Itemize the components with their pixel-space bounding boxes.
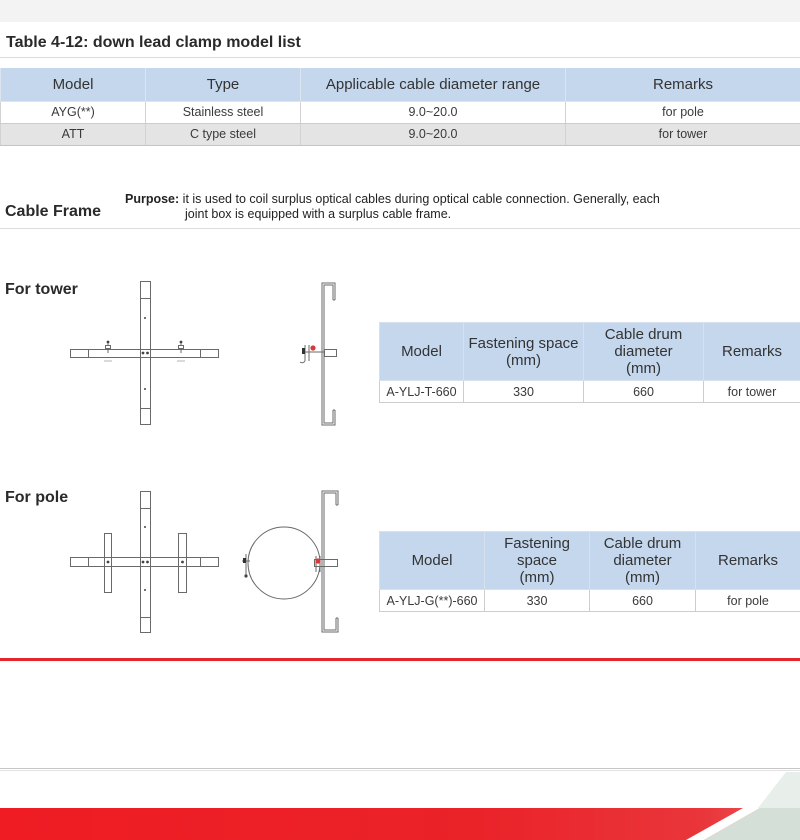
- clamp-bolt-marker: [310, 345, 315, 350]
- pole-frame-front-view: [60, 486, 230, 638]
- table-header-cell: Model: [380, 323, 464, 381]
- table-cell: AYG(**): [1, 101, 146, 123]
- table-row: [1, 123, 800, 145]
- for-tower-title: For tower: [5, 281, 78, 298]
- for-pole-title: For pole: [5, 489, 69, 506]
- purpose-text: it is used to coil surplus optical cables during optical cable connection. Generally, each: [182, 192, 660, 206]
- table-cell: A-YLJ-T-660: [380, 381, 464, 403]
- cable-frame-title: Cable Frame: [5, 203, 102, 220]
- table-cell: for pole: [566, 101, 800, 123]
- pole-frame-table: [379, 531, 800, 612]
- purpose-label: Purpose:: [125, 192, 180, 206]
- table-cell: 9.0~20.0: [301, 123, 566, 145]
- table-cell: 9.0~20.0: [301, 101, 566, 123]
- table-row: [380, 590, 800, 612]
- tower-frame-side-view: [296, 278, 346, 430]
- table-row: [1, 101, 800, 123]
- pole-outline: [248, 527, 320, 599]
- table-cell: for pole: [696, 590, 800, 612]
- table-header-cell: Cable drum diameter (mm): [584, 323, 704, 381]
- top-cutoff-strip: [0, 0, 800, 22]
- table-header-cell: Fastening space (mm): [464, 323, 584, 381]
- table-cell: A-YLJ-G(**)-660: [380, 590, 485, 612]
- footer-swoosh-decoration: [640, 766, 800, 840]
- table-caption: Table 4-12: down lead clamp model list: [6, 34, 301, 51]
- table-header-row: [380, 532, 800, 590]
- tower-frame-front-view: [60, 276, 230, 432]
- table-cell: for tower: [566, 123, 800, 145]
- table-cell: 330: [485, 590, 590, 612]
- table-cell: C type steel: [146, 123, 301, 145]
- red-divider: [0, 658, 800, 661]
- table-cell: for tower: [704, 381, 800, 403]
- table-header-cell: Remarks: [704, 323, 800, 381]
- table-header-cell: Cable drum diameter (mm): [590, 532, 696, 590]
- table-header-cell: Type: [146, 68, 301, 101]
- table-cell: Stainless steel: [146, 101, 301, 123]
- section-divider: [0, 228, 800, 229]
- table-header-row: [380, 323, 800, 381]
- table-header-row: [1, 68, 800, 101]
- purpose-line-2: joint box is equipped with a surplus cable frame.: [185, 207, 452, 221]
- table-cell: 660: [590, 590, 696, 612]
- table-cell: 330: [464, 381, 584, 403]
- table-header-cell: Fastening space (mm): [485, 532, 590, 590]
- table-header-cell: Applicable cable diameter range: [301, 68, 566, 101]
- table-header-cell: Remarks: [696, 532, 800, 590]
- table-row: [380, 381, 800, 403]
- table-cell: ATT: [1, 123, 146, 145]
- table-cell: 660: [584, 381, 704, 403]
- tower-frame-table: [379, 322, 800, 403]
- pole-frame-side-view: [236, 486, 346, 638]
- purpose-line-1: [125, 192, 660, 207]
- down-lead-clamp-table: [0, 68, 800, 146]
- table-header-cell: Remarks: [566, 68, 800, 101]
- clamp-bolt-marker: [315, 558, 320, 563]
- table-header-cell: Model: [1, 68, 146, 101]
- caption-divider: [0, 57, 800, 58]
- table-header-cell: Model: [380, 532, 485, 590]
